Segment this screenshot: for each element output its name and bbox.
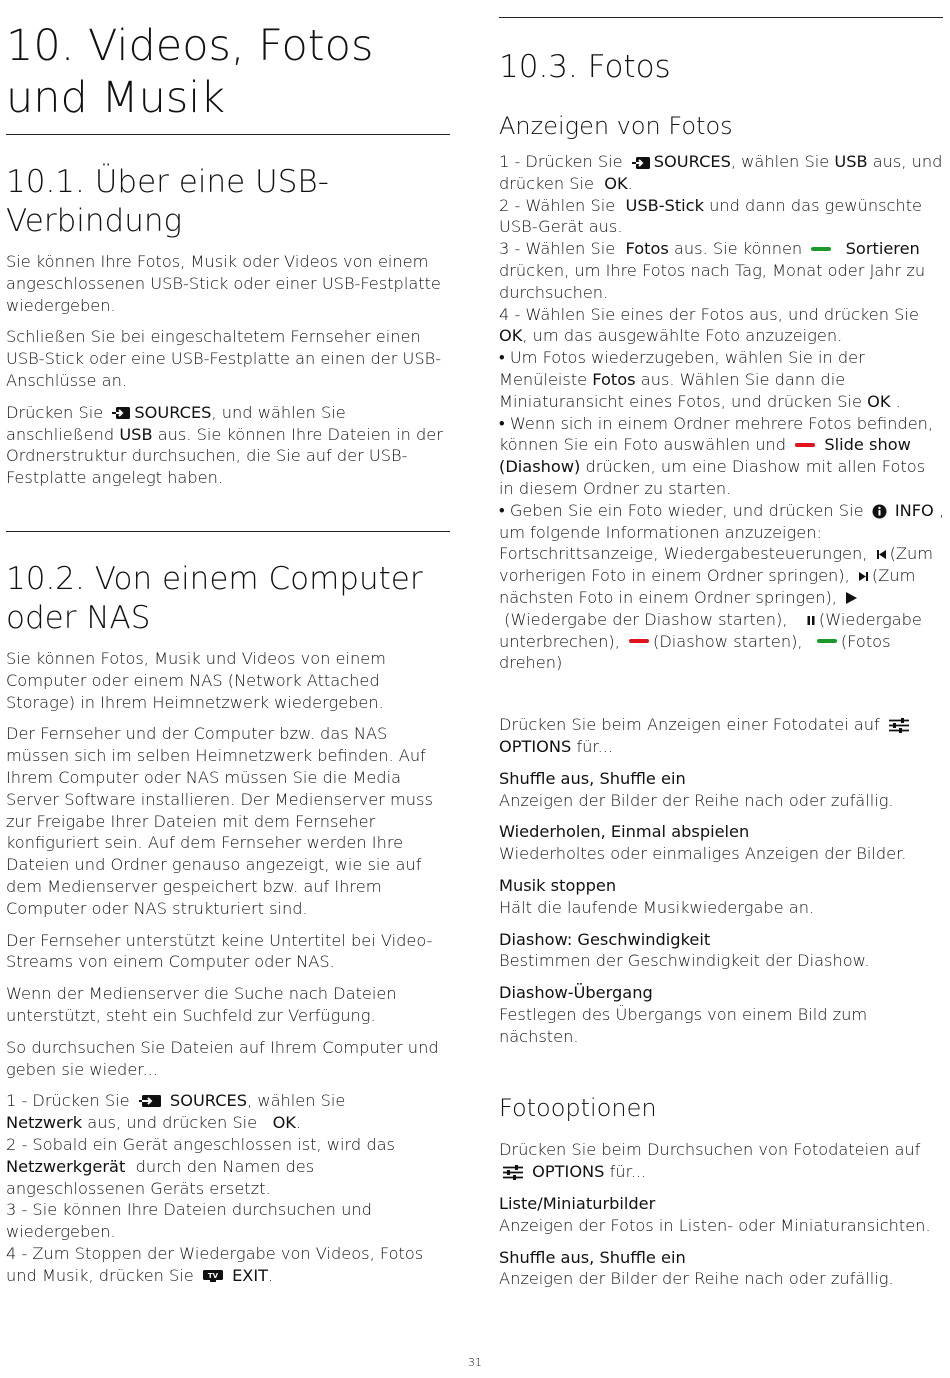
fotooptionen-list	[499, 1183, 945, 1290]
pause-icon	[806, 615, 816, 626]
green-key-icon	[817, 639, 837, 643]
options-list	[499, 758, 945, 1048]
info-icon	[872, 504, 887, 519]
option-title: Wiederholen, Einmal abspielen	[499, 822, 750, 842]
divider	[6, 531, 450, 532]
right-column	[499, 0, 945, 1290]
photo-steps: 1 - Drücken Sie SOURCES, wählen Sie USB aus, und drücken Sie OK. 2 - Wählen Sie USB-Stick und dann das gewünschte USB-Gerät aus. 3 - Wählen Sie Fotos aus. Sie können Sortieren drücken, um Ihre Fotos nach Tag, Monat oder Jahr zu durchsuchen. 4 - Wählen Sie eines der Fotos aus, und drücken Sie OK, um das ausgewählte Foto anzuzeigen. • Um Fotos wiederzugeben, wählen Sie in der Menüleiste Fotos aus. Wählen Sie dann die Miniaturansicht eines Fotos, und drücken Sie OK . • Wenn sich in einem Ordner mehrere Fotos befinden, können Sie ein Foto auswählen und Slide show (Diashow) drücken, um eine Diashow mit allen Fotos in diesem Ordner zu starten. • Geben Sie ein Foto wieder, und drücken Sie INFO , um folgende Informationen anzuzeigen: Fortschrittsanzeige, Wiedergabesteuerungen, (Zum vorherigen Foto in einem Ordner springen), (Zum nächsten Foto in einem Ordner springen), (Wiedergabe der Diashow starten), (Wiedergabe unterbrechen), (Diashow starten), (Fotos drehen)	[499, 152, 945, 673]
paragraph: Sie können Ihre Fotos, Musik oder Videos von einem angeschlossenen USB-Stick oder einer USB-Festplatte wiedergeben.	[6, 252, 441, 315]
green-key-icon	[811, 247, 831, 251]
chapter-title: 10. Videos, Fotos und Musik	[6, 21, 374, 123]
options-icon	[888, 718, 910, 733]
paragraph: Drücken Sie SOURCES, und wählen Sie anschließend USB aus. Sie können Ihre Dateien in der Ordnerstruktur durchsuchen, die Sie auf der USB-Festplatte angelegt haben.	[6, 402, 443, 488]
paragraph: Schließen Sie bei eingeschaltetem Fernseher einen USB-Stick oder eine USB-Festplatte an einen der USB-Anschlüsse an.	[6, 327, 442, 390]
options-intro: Drücken Sie beim Anzeigen einer Fotodatei auf OPTIONS für...	[499, 714, 945, 758]
option-description: Festlegen des Übergangs von einem Bild zum nächsten.	[499, 1004, 868, 1046]
fotooptionen-intro: Drücken Sie beim Durchsuchen von Fotodateien auf OPTIONS für...	[499, 1140, 921, 1182]
option-title: Shuffle aus, Shuffle ein	[499, 768, 686, 788]
section-title-fotos: 10.3. Fotos	[499, 49, 671, 85]
skip-next-icon	[858, 571, 869, 582]
options-icon	[502, 1165, 524, 1180]
paragraph: So durchsuchen Sie Dateien auf Ihrem Computer und geben sie wieder...	[6, 1037, 439, 1079]
option-title: Diashow-Übergang	[499, 983, 653, 1003]
divider	[6, 134, 450, 135]
sources-icon	[631, 156, 651, 170]
option-title: Musik stoppen	[499, 875, 617, 895]
subsection-title-anzeigen: Anzeigen von Fotos	[499, 112, 733, 140]
divider	[499, 17, 943, 18]
skip-previous-icon	[876, 549, 887, 560]
sources-icon	[111, 406, 131, 420]
option-title: Shuffle aus, Shuffle ein	[499, 1247, 686, 1267]
option-description: Bestimmen der Geschwindigkeit der Diashow.	[499, 951, 870, 971]
subsection-title-fotooptionen: Fotooptionen	[499, 1094, 657, 1123]
left-column	[6, 0, 452, 1286]
paragraph: Wenn der Medienserver die Suche nach Dateien unterstützt, steht ein Suchfeld zur Verfügung.	[6, 984, 397, 1025]
section-title-computer: 10.2. Von einem Computer oder NAS	[6, 560, 423, 636]
option-title: Liste/Miniaturbilder	[499, 1194, 656, 1214]
sources-icon	[138, 1094, 162, 1109]
step-list: 1 - Drücken Sie SOURCES, wählen Sie Netzwerk aus, und drücken Sie OK. 2 - Sobald ein Gerät angeschlossen ist, wird das Netzwerkgerät durch den Namen des angeschlossenen Geräts ersetzt. 3 - Sie können Ihre Dateien durchsuchen und wiedergeben. 4 - Zum Stoppen der Wiedergabe von Videos, Fotos und Musik, drücken Sie TV EXIT.	[6, 1091, 424, 1285]
option-description: Anzeigen der Bilder der Reihe nach oder zufällig.	[499, 790, 894, 810]
option-description: Wiederholtes oder einmaliges Anzeigen der Bilder.	[499, 844, 907, 864]
option-title: Diashow: Geschwindigkeit	[499, 929, 711, 949]
svg-text:TV: TV	[207, 1272, 219, 1281]
option-description: Anzeigen der Fotos in Listen- oder Miniaturansichten.	[499, 1215, 931, 1235]
option-description: Hält die laufende Musikwiedergabe an.	[499, 897, 815, 917]
option-description: Anzeigen der Bilder der Reihe nach oder zufällig.	[499, 1269, 894, 1289]
section-title-usb: 10.1. Über eine USB-Verbindung	[6, 164, 329, 239]
red-key-icon	[795, 443, 815, 447]
tv-icon	[202, 1269, 224, 1283]
paragraph: Sie können Fotos, Musik und Videos von einem Computer oder einem NAS (Network Attached Storage) in Ihrem Heimnetzwerk wiedergeben.	[6, 648, 386, 712]
paragraph: Der Fernseher unterstützt keine Untertitel bei Video-Streams von einem Computer oder NAS.	[6, 930, 433, 972]
page-number: 31	[468, 1356, 482, 1369]
paragraph: Der Fernseher und der Computer bzw. das NAS müssen sich im selben Heimnetzwerk befinden. Auf Ihrem Computer oder NAS müssen Sie die Media Server Software installieren. Der Medienserver muss zur Freigabe Ihrer Dateien mit dem Fernseher konfiguriert sein. Auf dem Fernseher werden Ihre Dateien und Ordner genauso angezeigt, wie sie auf dem Medienserver gespeichert bzw. auf Ihrem Computer oder NAS strukturiert sind.	[6, 724, 433, 918]
play-icon	[845, 592, 857, 604]
red-key-icon	[629, 639, 649, 643]
